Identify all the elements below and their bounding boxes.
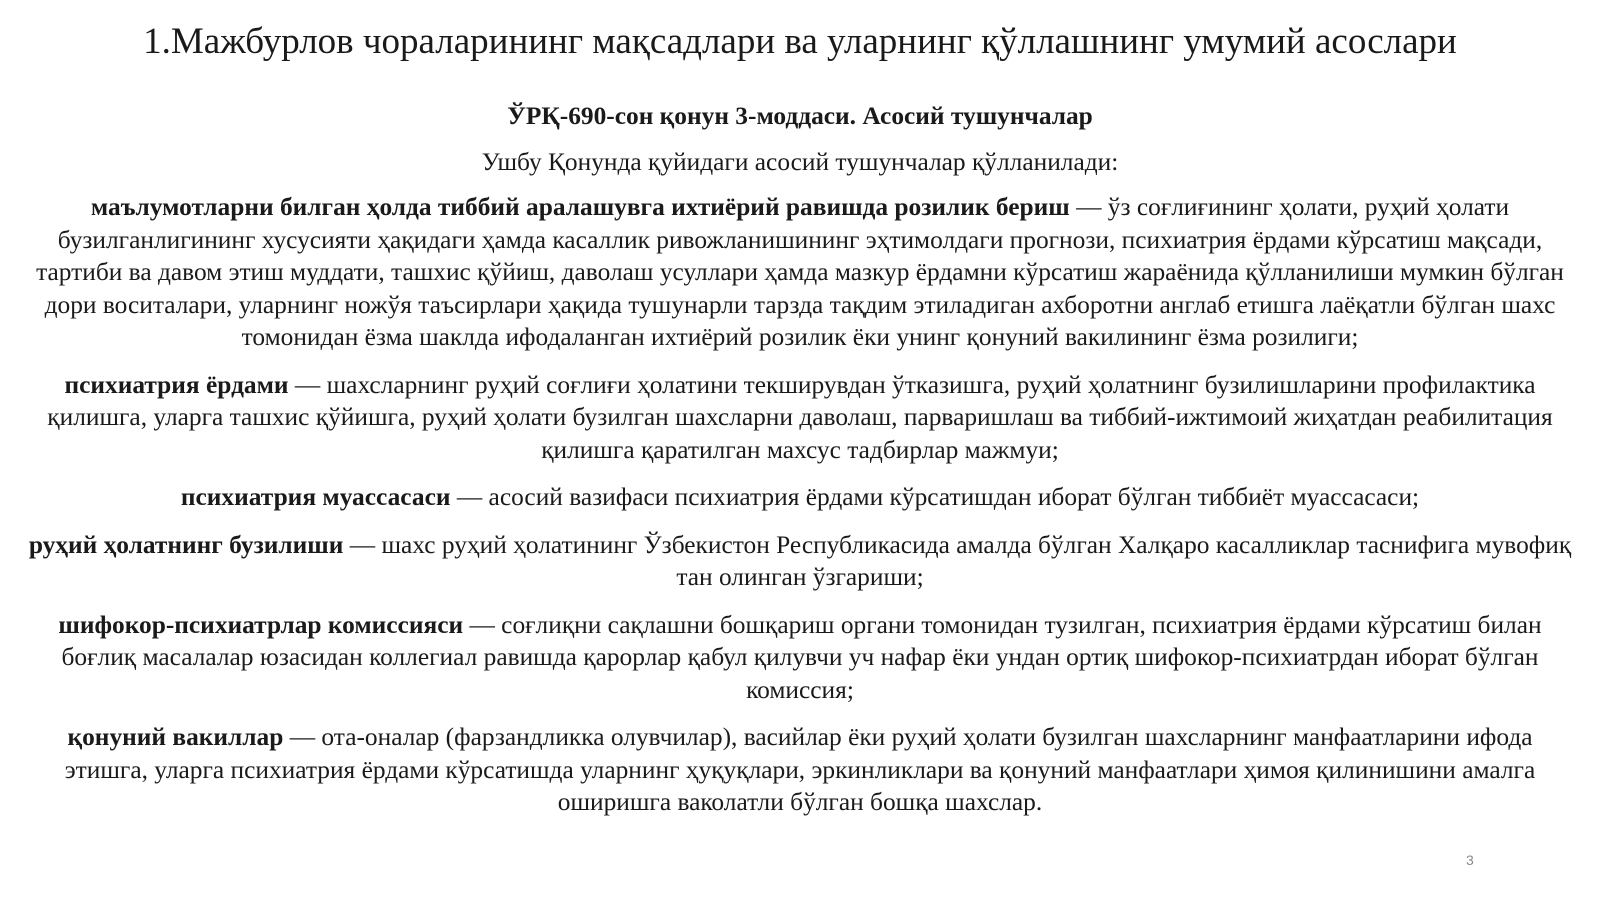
article-heading: ЎРҚ-690-сон қонун 3-моддаси. Асосий тушунчалар [507,102,1093,130]
definition-term: психиатрия ёрдами [64,370,289,399]
definition-mental-disorder [28,529,1572,594]
definition-text: — асосий вазифаси психиатрия ёрдами кўрсатишдан иборат бўлган тиббиёт муассасаси; [450,483,1420,511]
definition-term: руҳий ҳолатнинг бузилиши [28,530,344,559]
definition-informed-consent [28,191,1572,354]
definition-text: — шахс руҳий ҳолатининг Ўзбекистон Республикасида амалда бўлган Халқаро касалликлар таснифига мувофиқ тан олинган ўзгариши; [343,530,1572,591]
definition-text: — ота-оналар (фарзандликка олувчилар), васийлар ёки руҳий ҳолати бузилган шахсларнинг манфаатларини ифода этишга, уларга психиатрия ёрдами кўрсатишда уларнинг ҳуқуқлари, эркинликлари ва қонуний манфаатлари ҳимоя қилинишини амалга оширишга ваколатли бўлган бошқа шахслар. [64,723,1536,816]
definition-term: қонуний вакиллар [67,723,284,751]
definition-psychiatric-institution [28,481,1572,514]
definition-text: — ўз соғлиғининг ҳолати, руҳий ҳолати бузилганлигининг хусусияти ҳақидаги ҳамда касаллик ривожланишининг эҳтимолдаги прогнози, психиатрия ёрдами кўрсатиш мақсади, тартиби ва давом этиш муддати, ташхис қўйиш, даволаш усуллари ҳамда мазкур ёрдамни кўрсатиш жараёнида қўлланилиши мумкин бўлган дори воситалари, уларнинг ножўя таъсирлари ҳақида тушунарли тарзда тақдим этиладиган ахборотни англаб етишга лаёқатли бўлган шахс томонидан ёзма шаклда ифодаланган ихтиёрий розилик ёки унинг қонуний вакилининг ёзма розилиги; [36,193,1564,351]
definition-psychiatric-care [28,369,1572,467]
slide-title: 1.Мажбурлов чораларининг мақсадлари ва уларнинг қўллашнинг умумий асослари [143,21,1457,62]
slide-content [28,100,1572,834]
definition-text: — соғлиқни сақлашни бошқариш органи томонидан тузилган, психиатрия ёрдами кўрсатиш билан боғлиқ масалалар юзасидан коллегиал равишда қарорлар қабул қилувчи уч нафар ёки ундан ортиқ шифокор-психиатрдан иборат бўлган комиссия; [61,610,1542,704]
definition-term: психиатрия муассасаси [180,483,451,511]
page-number: 3 [1466,852,1474,868]
definition-legal-representatives [28,721,1572,819]
definition-psychiatrist-commission [28,609,1572,707]
intro-text: Ушбу Қонунда қуйидаги асосий тушунчалар қўлланилади: [481,147,1119,176]
definition-term: маълумотларни билган ҳолда тиббий аралашувга ихтиёрий равишда розилик бериш [90,193,1070,221]
definition-text: — шахсларнинг руҳий соғлиғи ҳолатини текширувдан ўтказишга, руҳий ҳолатнинг бузилишларини профилактика қилишга, уларга ташхис қўйишга, руҳий ҳолати бузилган шахсларни даволаш, парваришлаш ва тиббий-ижтимоий жиҳатдан реабилитация қилишга қаратилган махсус тадбирлар мажмуи; [47,370,1553,464]
definition-term: шифокор-психиатрлар комиссияси [58,610,464,639]
